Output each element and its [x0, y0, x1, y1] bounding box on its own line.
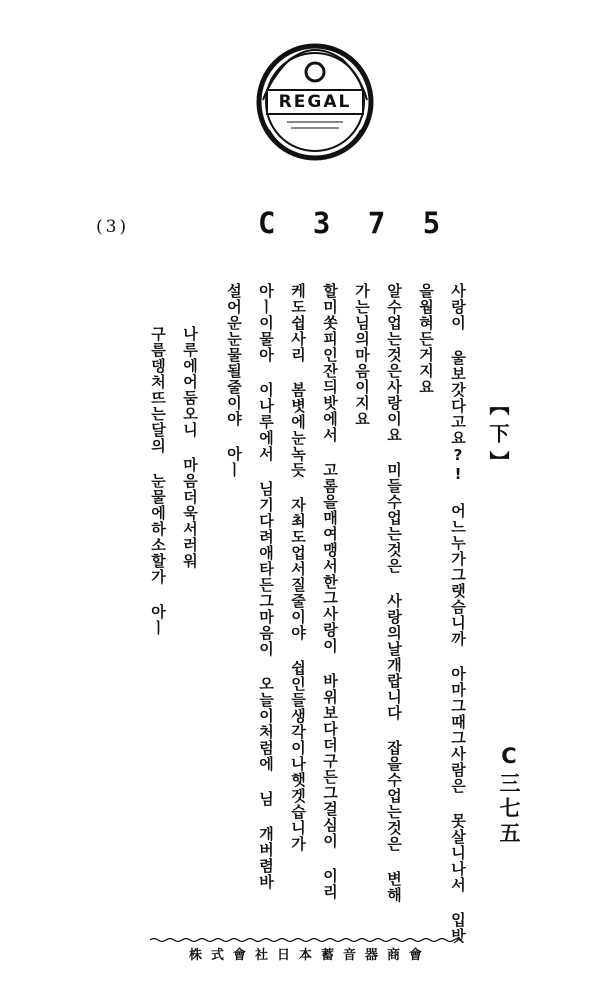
publisher-line: 株式會社日本蓄音器商會 [188, 948, 431, 963]
side-number: (3) [96, 217, 130, 237]
lyric-column: 을웜혀든거지요 [417, 283, 435, 395]
record-number: C 3 7 5 [258, 206, 451, 240]
lyric-column: 설어운눈물될줄이야 아ㅣ [225, 283, 243, 478]
catalog-number-vertical: C三七五 [497, 744, 521, 847]
regal-logo [253, 38, 377, 166]
divider [150, 928, 466, 934]
lyric-column: 가는님의마음이지요 [353, 283, 371, 427]
lyric-column: 할미쏫피인잔듸밧에서 고롬을매여맹서한그사랑이 바위보다더구든그걸심이 이리 [321, 283, 339, 900]
lyric-column: 알수업는것은사랑이요 미들수업는것은 사랑의날개랍니다 잡을수업는것은 변해 [385, 283, 403, 903]
lyric-column: 사랑이 울보갓다고요?! 어느누가그랫슴니까 아마그때그사람은 못살니나서 입밧 [449, 283, 467, 944]
lyric-column: 케도쉽사리 봄볏에눈녹듯 자최도업서질줄이야 쉽인들생각이나햇겟습니가 [289, 283, 307, 852]
lyric-column: 구름뎅처뜨는달의 눈물에하소할가 아ㅣ [149, 326, 167, 636]
lyric-column: 나루에어둠오니 마음더욱서러워 [181, 326, 199, 569]
lyric-column: 아ㅣ이물아 이나루에서 님기다려애타든그마음이 오늘이처럼에 님 개버렴바 [257, 283, 275, 890]
side-label: 【下】 [486, 395, 510, 479]
logo-brand-text: REGAL [278, 92, 352, 112]
